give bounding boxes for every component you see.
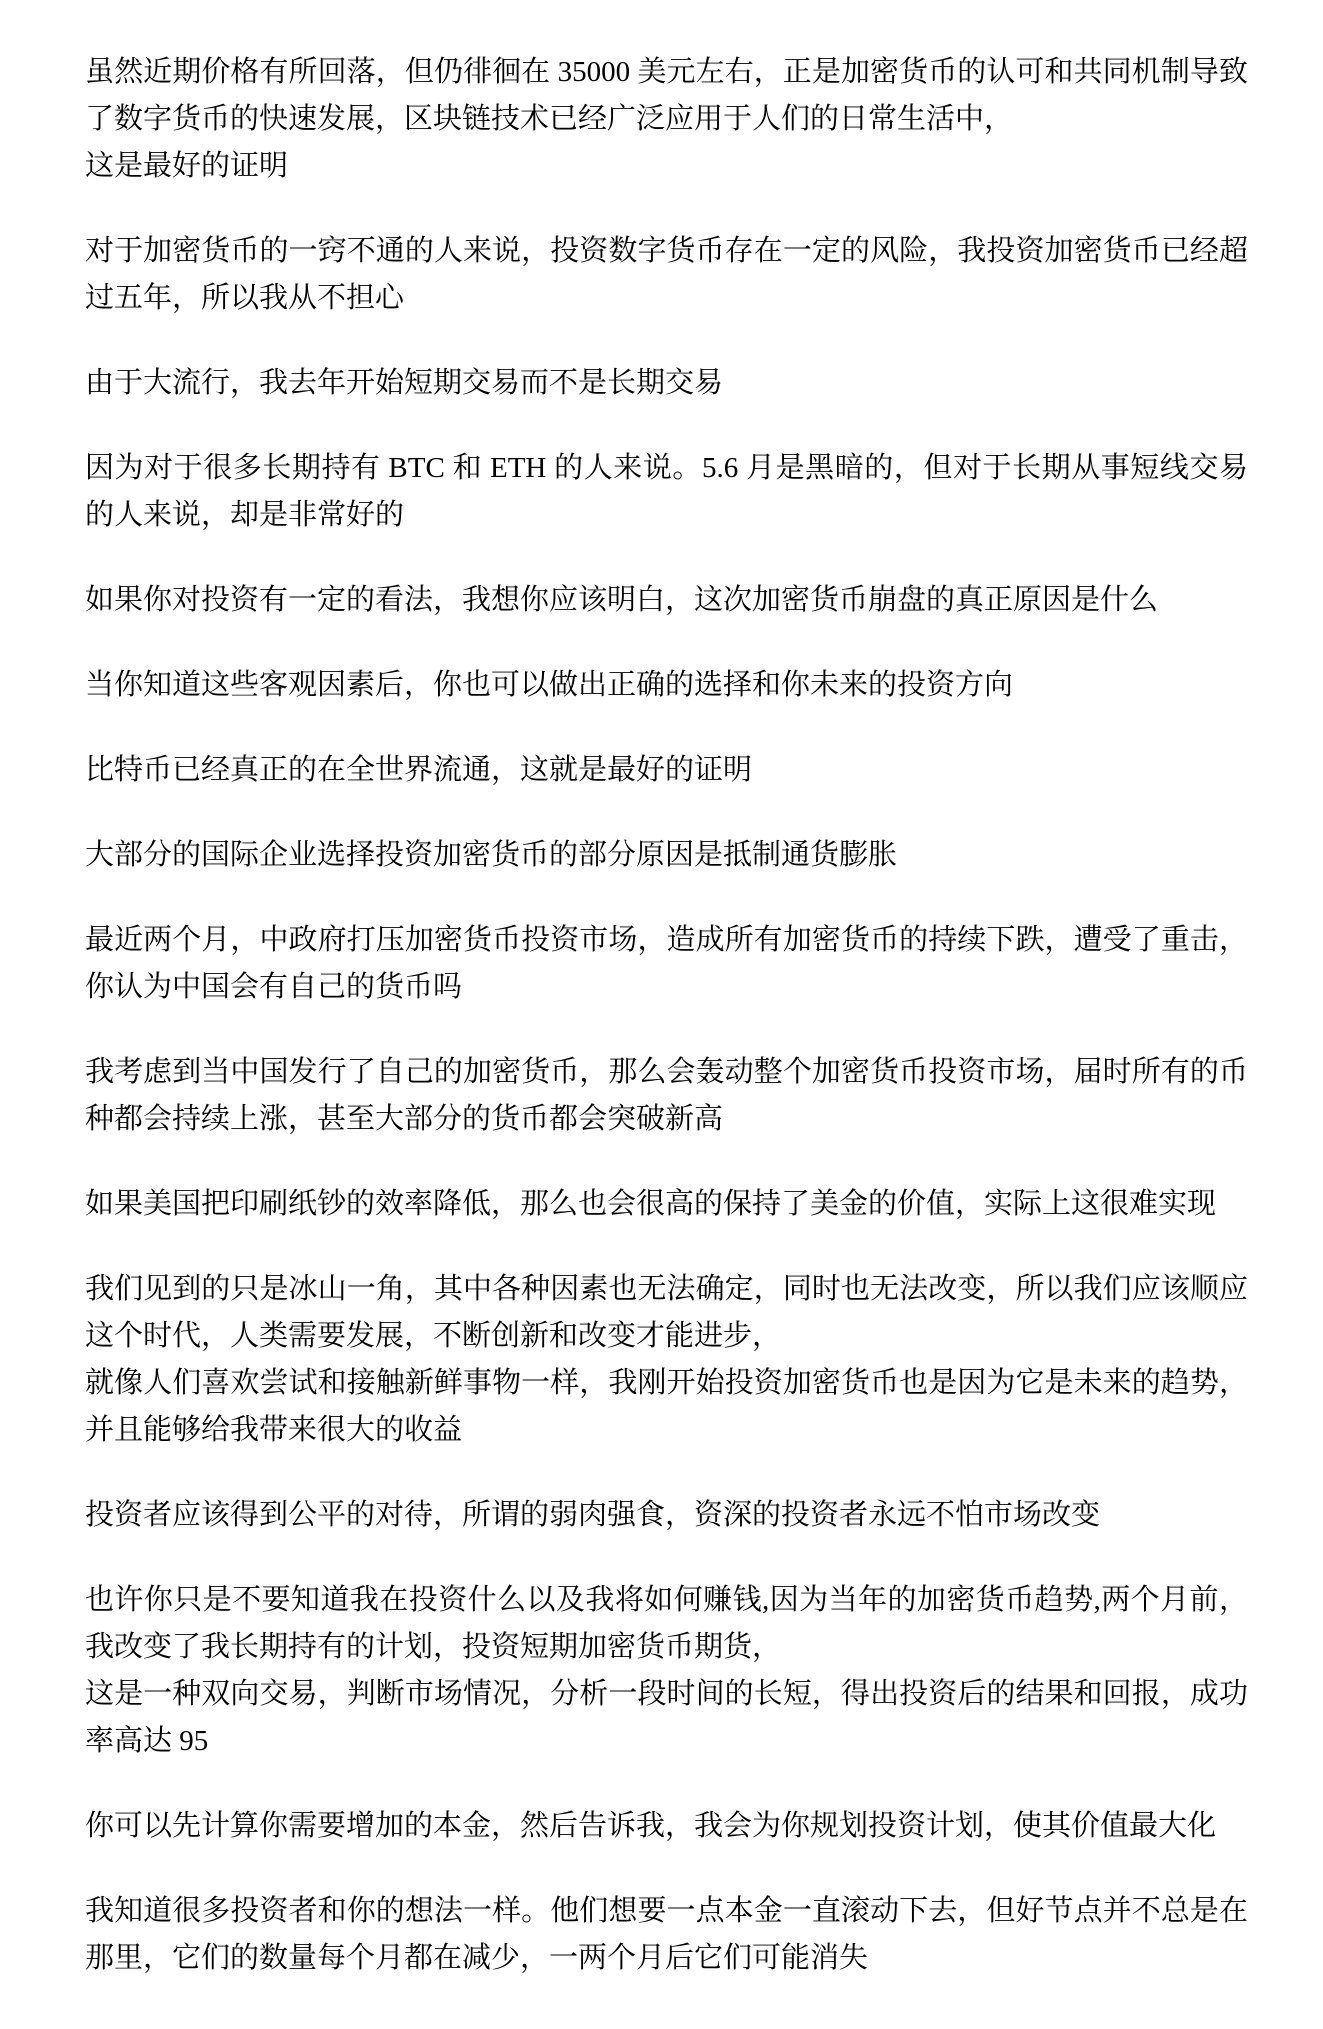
paragraph-line: 如果你对投资有一定的看法，我想你应该明白，这次加密货币崩盘的真正原因是什么 <box>85 584 1159 616</box>
paragraph-line: 大部分的国际企业选择投资加密货币的部分原因是抵制通货膨胀 <box>85 839 898 871</box>
paragraph-line: 最近两个月，中政府打压加密货币投资市场，造成所有加密货币的持续下跌，遭受了重击，你认为中国会有自己的货币吗 <box>85 924 1248 1003</box>
paragraph <box>85 1577 1248 1765</box>
paragraph-line: 这是最好的证明 <box>85 150 289 182</box>
paragraph-line: 就像人们喜欢尝试和接触新鲜事物一样，我刚开始投资加密货币也是因为它是未来的趋势，并且能够给我带来很大的收益 <box>85 1367 1248 1446</box>
document-text <box>85 49 1248 2020</box>
paragraph <box>85 1888 1248 1982</box>
paragraph-line: 我考虑到当中国发行了自己的加密货币，那么会轰动整个加密货币投资市场，届时所有的币种都会持续上涨，甚至大部分的货币都会突破新高 <box>85 1056 1248 1135</box>
paragraph <box>85 832 1248 879</box>
paragraph-line: 比特币已经真正的在全世界流通，这就是最好的证明 <box>85 754 753 786</box>
paragraph <box>85 917 1248 1011</box>
paragraph-line: 虽然近期价格有所回落，但仍徘徊在 35000 美元左右，正是加密货币的认可和共同机制导致了数字货币的快速发展，区块链技术已经广泛应用于人们的日常生活中， <box>85 56 1248 135</box>
paragraph-line: 我们见到的只是冰山一角，其中各种因素也无法确定，同时也无法改变，所以我们应该顺应这个时代，人类需要发展，不断创新和改变才能进步， <box>85 1273 1248 1352</box>
paragraph-line: 由于大流行，我去年开始短期交易而不是长期交易 <box>85 367 724 399</box>
paragraph <box>85 49 1248 190</box>
paragraph-line: 这是一种双向交易，判断市场情况，分析一段时间的长短，得出投资后的结果和回报，成功率高达 95 <box>85 1678 1248 1757</box>
paragraph-line: 因为对于很多长期持有 BTC 和 ETH 的人来说。5.6 月是黑暗的，但对于长期从事短线交易的人来说，却是非常好的 <box>85 452 1248 531</box>
paragraph-line: 也许你只是不要知道我在投资什么以及我将如何赚钱,因为当年的加密货币趋势,两个月前，我改变了我长期持有的计划，投资短期加密货币期货， <box>85 1584 1248 1663</box>
paragraph-line: 如果美国把印刷纸钞的效率降低，那么也会很高的保持了美金的价值，实际上这很难实现 <box>85 1188 1217 1220</box>
paragraph <box>85 577 1248 624</box>
paragraph <box>85 662 1248 709</box>
paragraph-line: 你可以先计算你需要增加的本金，然后告诉我，我会为你规划投资计划，使其价值最大化 <box>85 1810 1217 1842</box>
paragraph-line: 对于加密货币的一窍不通的人来说，投资数字货币存在一定的风险，我投资加密货币已经超过五年，所以我从不担心 <box>85 235 1248 314</box>
paragraph-line: 当你知道这些客观因素后，你也可以做出正确的选择和你未来的投资方向 <box>85 669 1014 701</box>
paragraph <box>85 445 1248 539</box>
paragraph-line: 我知道很多投资者和你的想法一样。他们想要一点本金一直滚动下去，但好节点并不总是在那里，它们的数量每个月都在减少，一两个月后它们可能消失 <box>85 1895 1248 1974</box>
paragraph <box>85 1492 1248 1539</box>
paragraph <box>85 1803 1248 1850</box>
paragraph <box>85 747 1248 794</box>
paragraph <box>85 1049 1248 1143</box>
paragraph <box>85 360 1248 407</box>
paragraph <box>85 228 1248 322</box>
paragraph-line: 投资者应该得到公平的对待，所谓的弱肉强食，资深的投资者永远不怕市场改变 <box>85 1499 1101 1531</box>
paragraph <box>85 1181 1248 1228</box>
paragraph <box>85 1266 1248 1454</box>
